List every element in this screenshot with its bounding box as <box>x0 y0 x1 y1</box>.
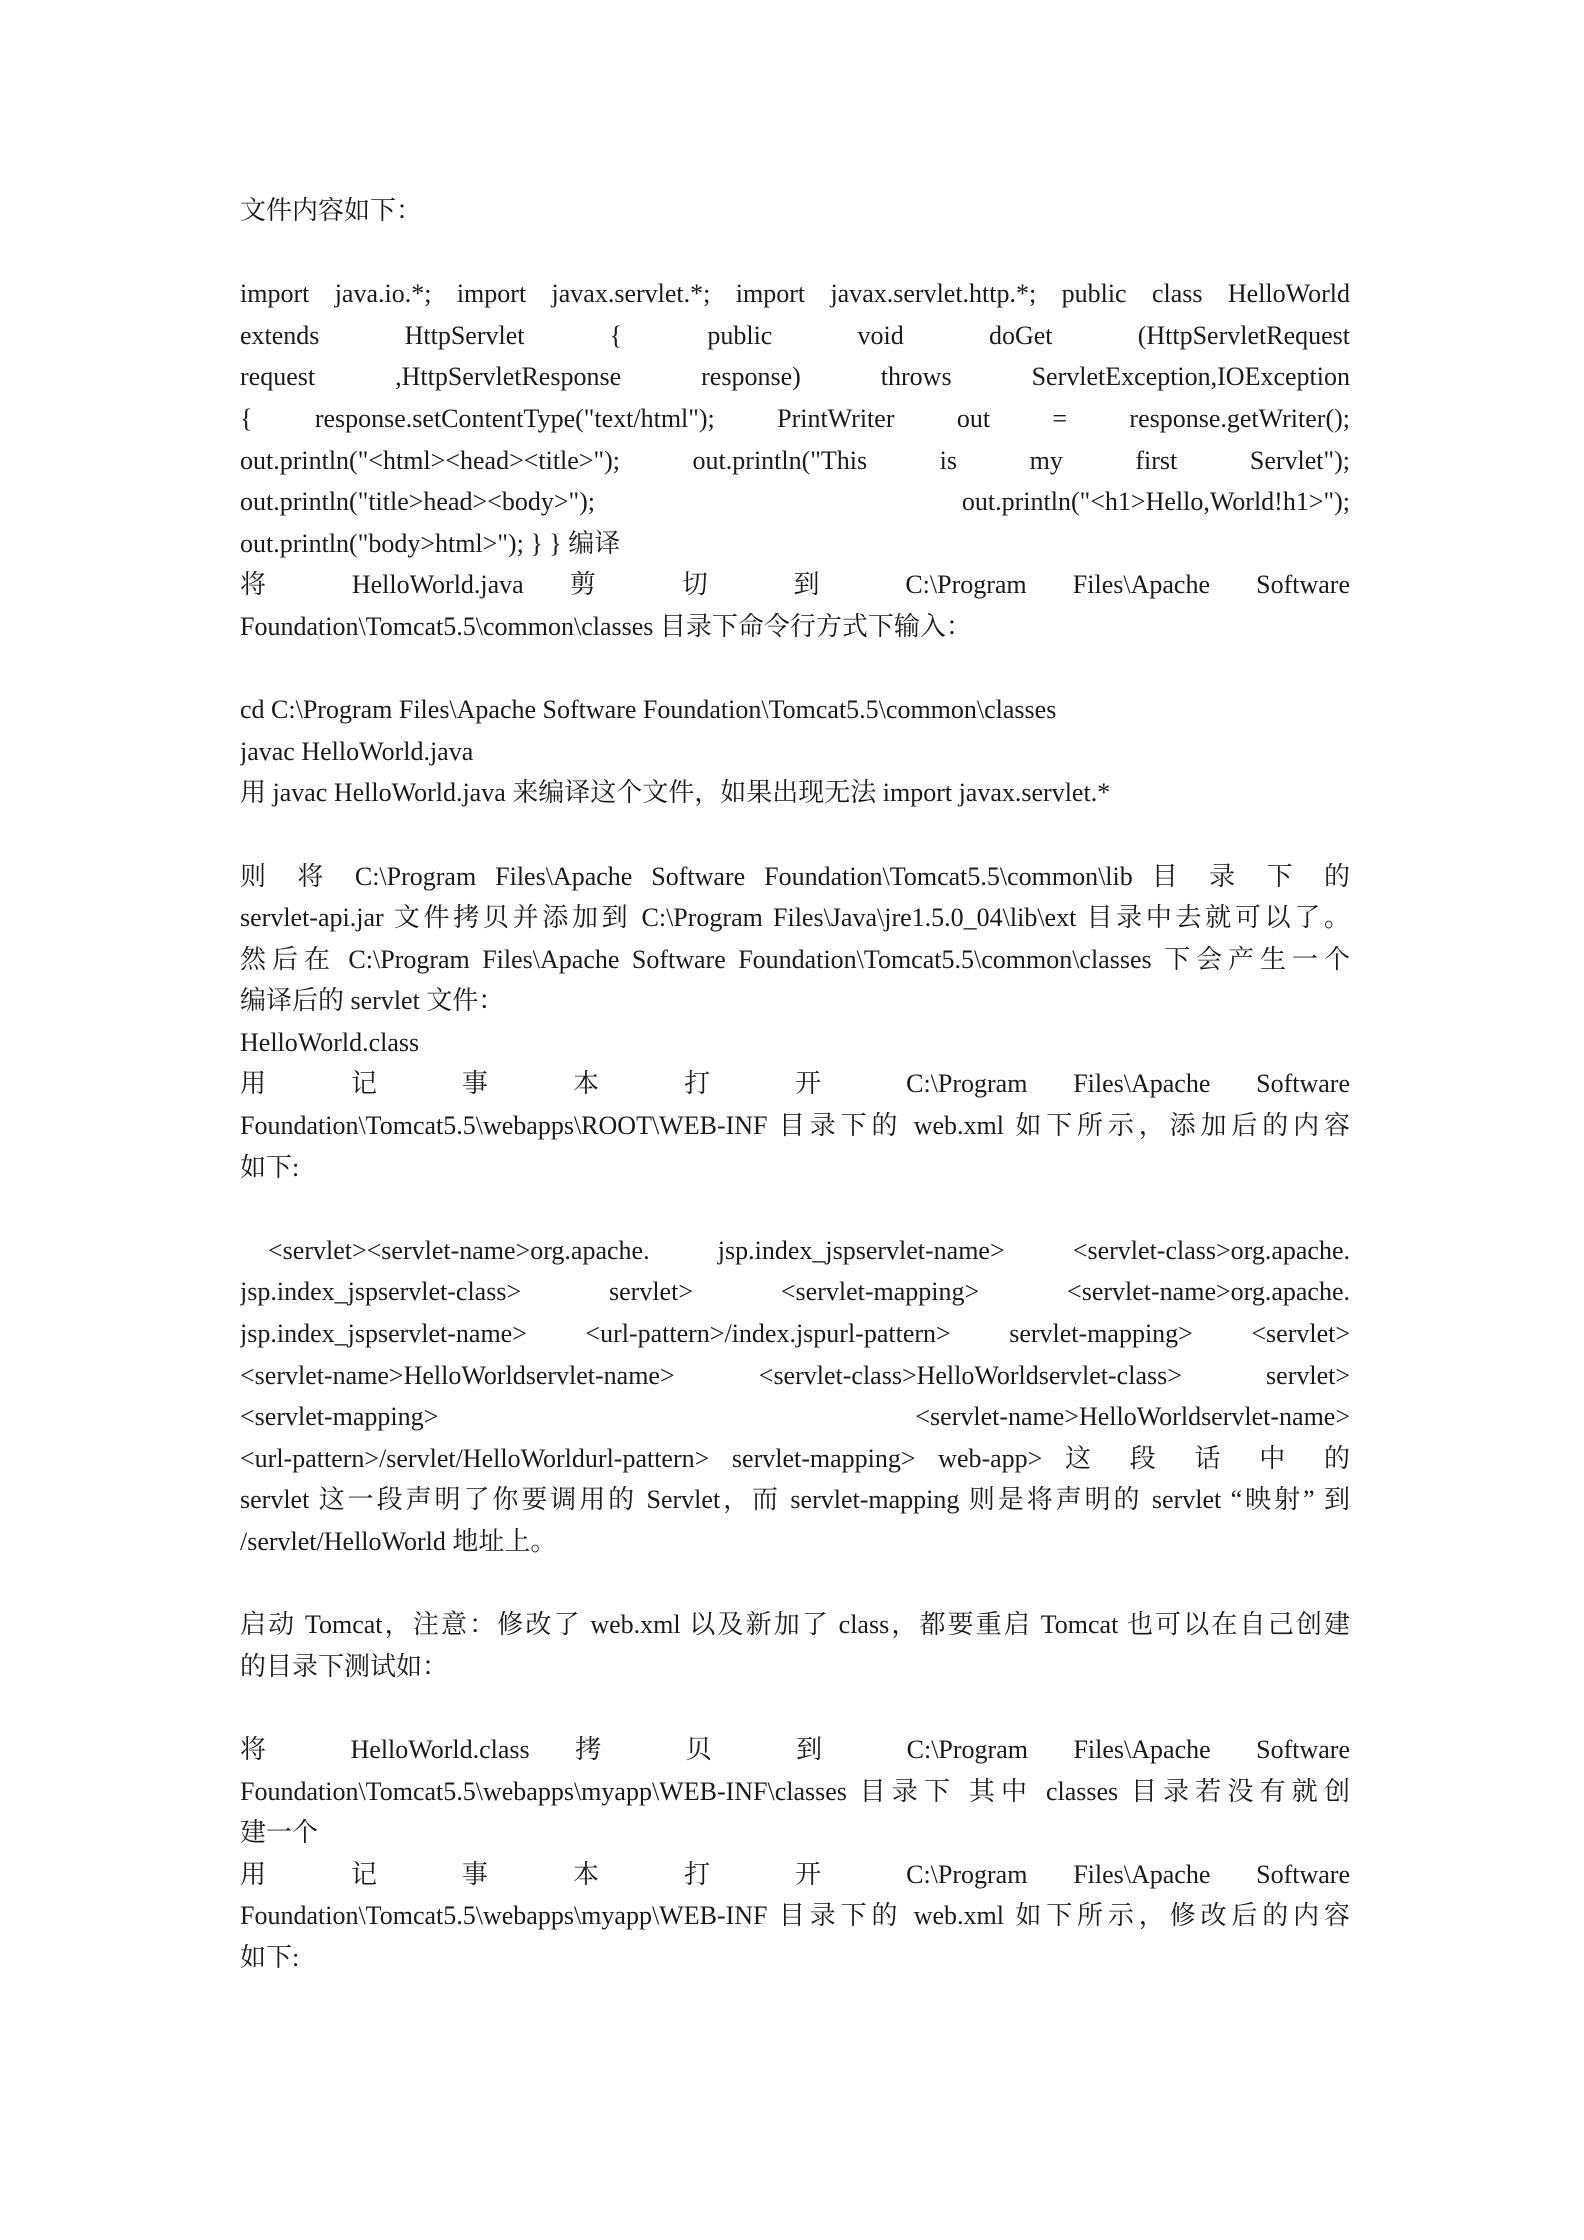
webxml-paragraph <box>240 1230 1350 1563</box>
text-line: servlet 这一段声明了你要调用的 Servlet，而 servlet-mapping 则是将声明的 servlet “映射” 到 <box>240 1485 1350 1515</box>
text-line: servlet-api.jar 文件拷贝并添加到 C:\Program Files\Java\jre1.5.0_04\lib\ext 目录中去就可以了。 <box>240 903 1350 933</box>
text-line: cd C:\Program Files\Apache Software Foundation\Tomcat5.5\common\classes <box>240 695 1057 725</box>
text-line: out.println("body>html>"); } } 编译 <box>240 528 621 558</box>
text-line: Foundation\Tomcat5.5\webapps\myapp\WEB-INF 目录下的 web.xml 如下所示，修改后的内容 <box>240 1901 1350 1931</box>
text-line: out.println("title>head><body>"); out.println("<h1>Hello,World!h1>"); <box>240 487 1350 517</box>
text-line: request ,HttpServletResponse response) throws ServletException,IOException <box>240 362 1350 392</box>
text-line: 编译后的 servlet 文件： <box>240 986 505 1016</box>
text-line: 启动 Tomcat，注意：修改了 web.xml 以及新加了 class，都要重启 Tomcat 也可以在自己创建 <box>240 1610 1350 1640</box>
text-line: /servlet/HelloWorld 地址上。 <box>240 1527 557 1556</box>
text-line: 用 记 事 本 打 开 C:\Program Files\Apache Software <box>240 1069 1350 1099</box>
document-page <box>240 190 1350 1979</box>
text-line: 文件内容如下： <box>240 196 423 225</box>
text-line: extends HttpServlet { public void doGet (HttpServletRequest <box>240 320 1350 350</box>
text-line: <servlet><servlet-name>org.apache. jsp.index_jspservlet-name> <servlet-class>org.apache. <box>268 1235 1350 1265</box>
text-line: Foundation\Tomcat5.5\common\classes 目录下命令行方式下输入： <box>240 611 972 641</box>
text-line: 用 javac HelloWorld.java 来编译这个文件，如果出现无法 import javax.servlet.* <box>240 778 1111 808</box>
text-line: out.println("<html><head><title>"); out.println("This is my first Servlet"); <box>240 445 1350 475</box>
intro-paragraph <box>240 190 1350 232</box>
text-line: 将 HelloWorld.java 剪 切 到 C:\Program Files\Apache Software <box>240 570 1350 600</box>
command-paragraph <box>240 689 1350 814</box>
code-paragraph <box>240 273 1350 647</box>
text-line: 的目录下测试如： <box>240 1651 449 1681</box>
lib-paragraph <box>240 856 1350 1189</box>
myapp-paragraph <box>240 1729 1350 1979</box>
tomcat-paragraph <box>240 1604 1350 1687</box>
text-line: 则 将 C:\Program Files\Apache Software Foundation\Tomcat5.5\common\lib 目 录 下 的 <box>240 861 1350 891</box>
text-line: Foundation\Tomcat5.5\webapps\ROOT\WEB-INF 目录下的 web.xml 如下所示，添加后的内容 <box>240 1111 1350 1141</box>
text-line: 将 HelloWorld.class 拷 贝 到 C:\Program Files\Apache Software <box>240 1734 1350 1764</box>
text-line: import java.io.*; import javax.servlet.*; import javax.servlet.http.*; public class HelloWorld <box>240 279 1350 309</box>
text-line: HelloWorld.class <box>240 1027 420 1057</box>
text-line: 如下: <box>240 1942 300 1972</box>
text-line: javac HelloWorld.java <box>240 736 474 766</box>
text-line: jsp.index_jspservlet-class> servlet> <servlet-mapping> <servlet-name>org.apache. <box>240 1277 1350 1307</box>
text-line: 用 记 事 本 打 开 C:\Program Files\Apache Software <box>240 1859 1350 1889</box>
text-line: 建一个 <box>240 1818 319 1848</box>
text-line: <servlet-name>HelloWorldservlet-name> <servlet-class>HelloWorldservlet-class> servlet> <box>240 1360 1350 1390</box>
text-line: <url-pattern>/servlet/HelloWorldurl-pattern> servlet-mapping> web-app> 这 段 话 中 的 <box>240 1443 1350 1473</box>
text-line: jsp.index_jspservlet-name> <url-pattern>/index.jspurl-pattern> servlet-mapping> <servlet> <box>240 1319 1350 1349</box>
text-line: Foundation\Tomcat5.5\webapps\myapp\WEB-INF\classes 目录下 其中 classes 目录若没有就创 <box>240 1776 1350 1806</box>
text-line: 然后在 C:\Program Files\Apache Software Foundation\Tomcat5.5\common\classes 下会产生一个 <box>240 944 1350 974</box>
text-line: <servlet-mapping> <servlet-name>HelloWorldservlet-name> <box>240 1402 1350 1432</box>
text-line: { response.setContentType("text/html"); PrintWriter out = response.getWriter(); <box>240 403 1350 433</box>
text-line: 如下: <box>240 1152 300 1182</box>
